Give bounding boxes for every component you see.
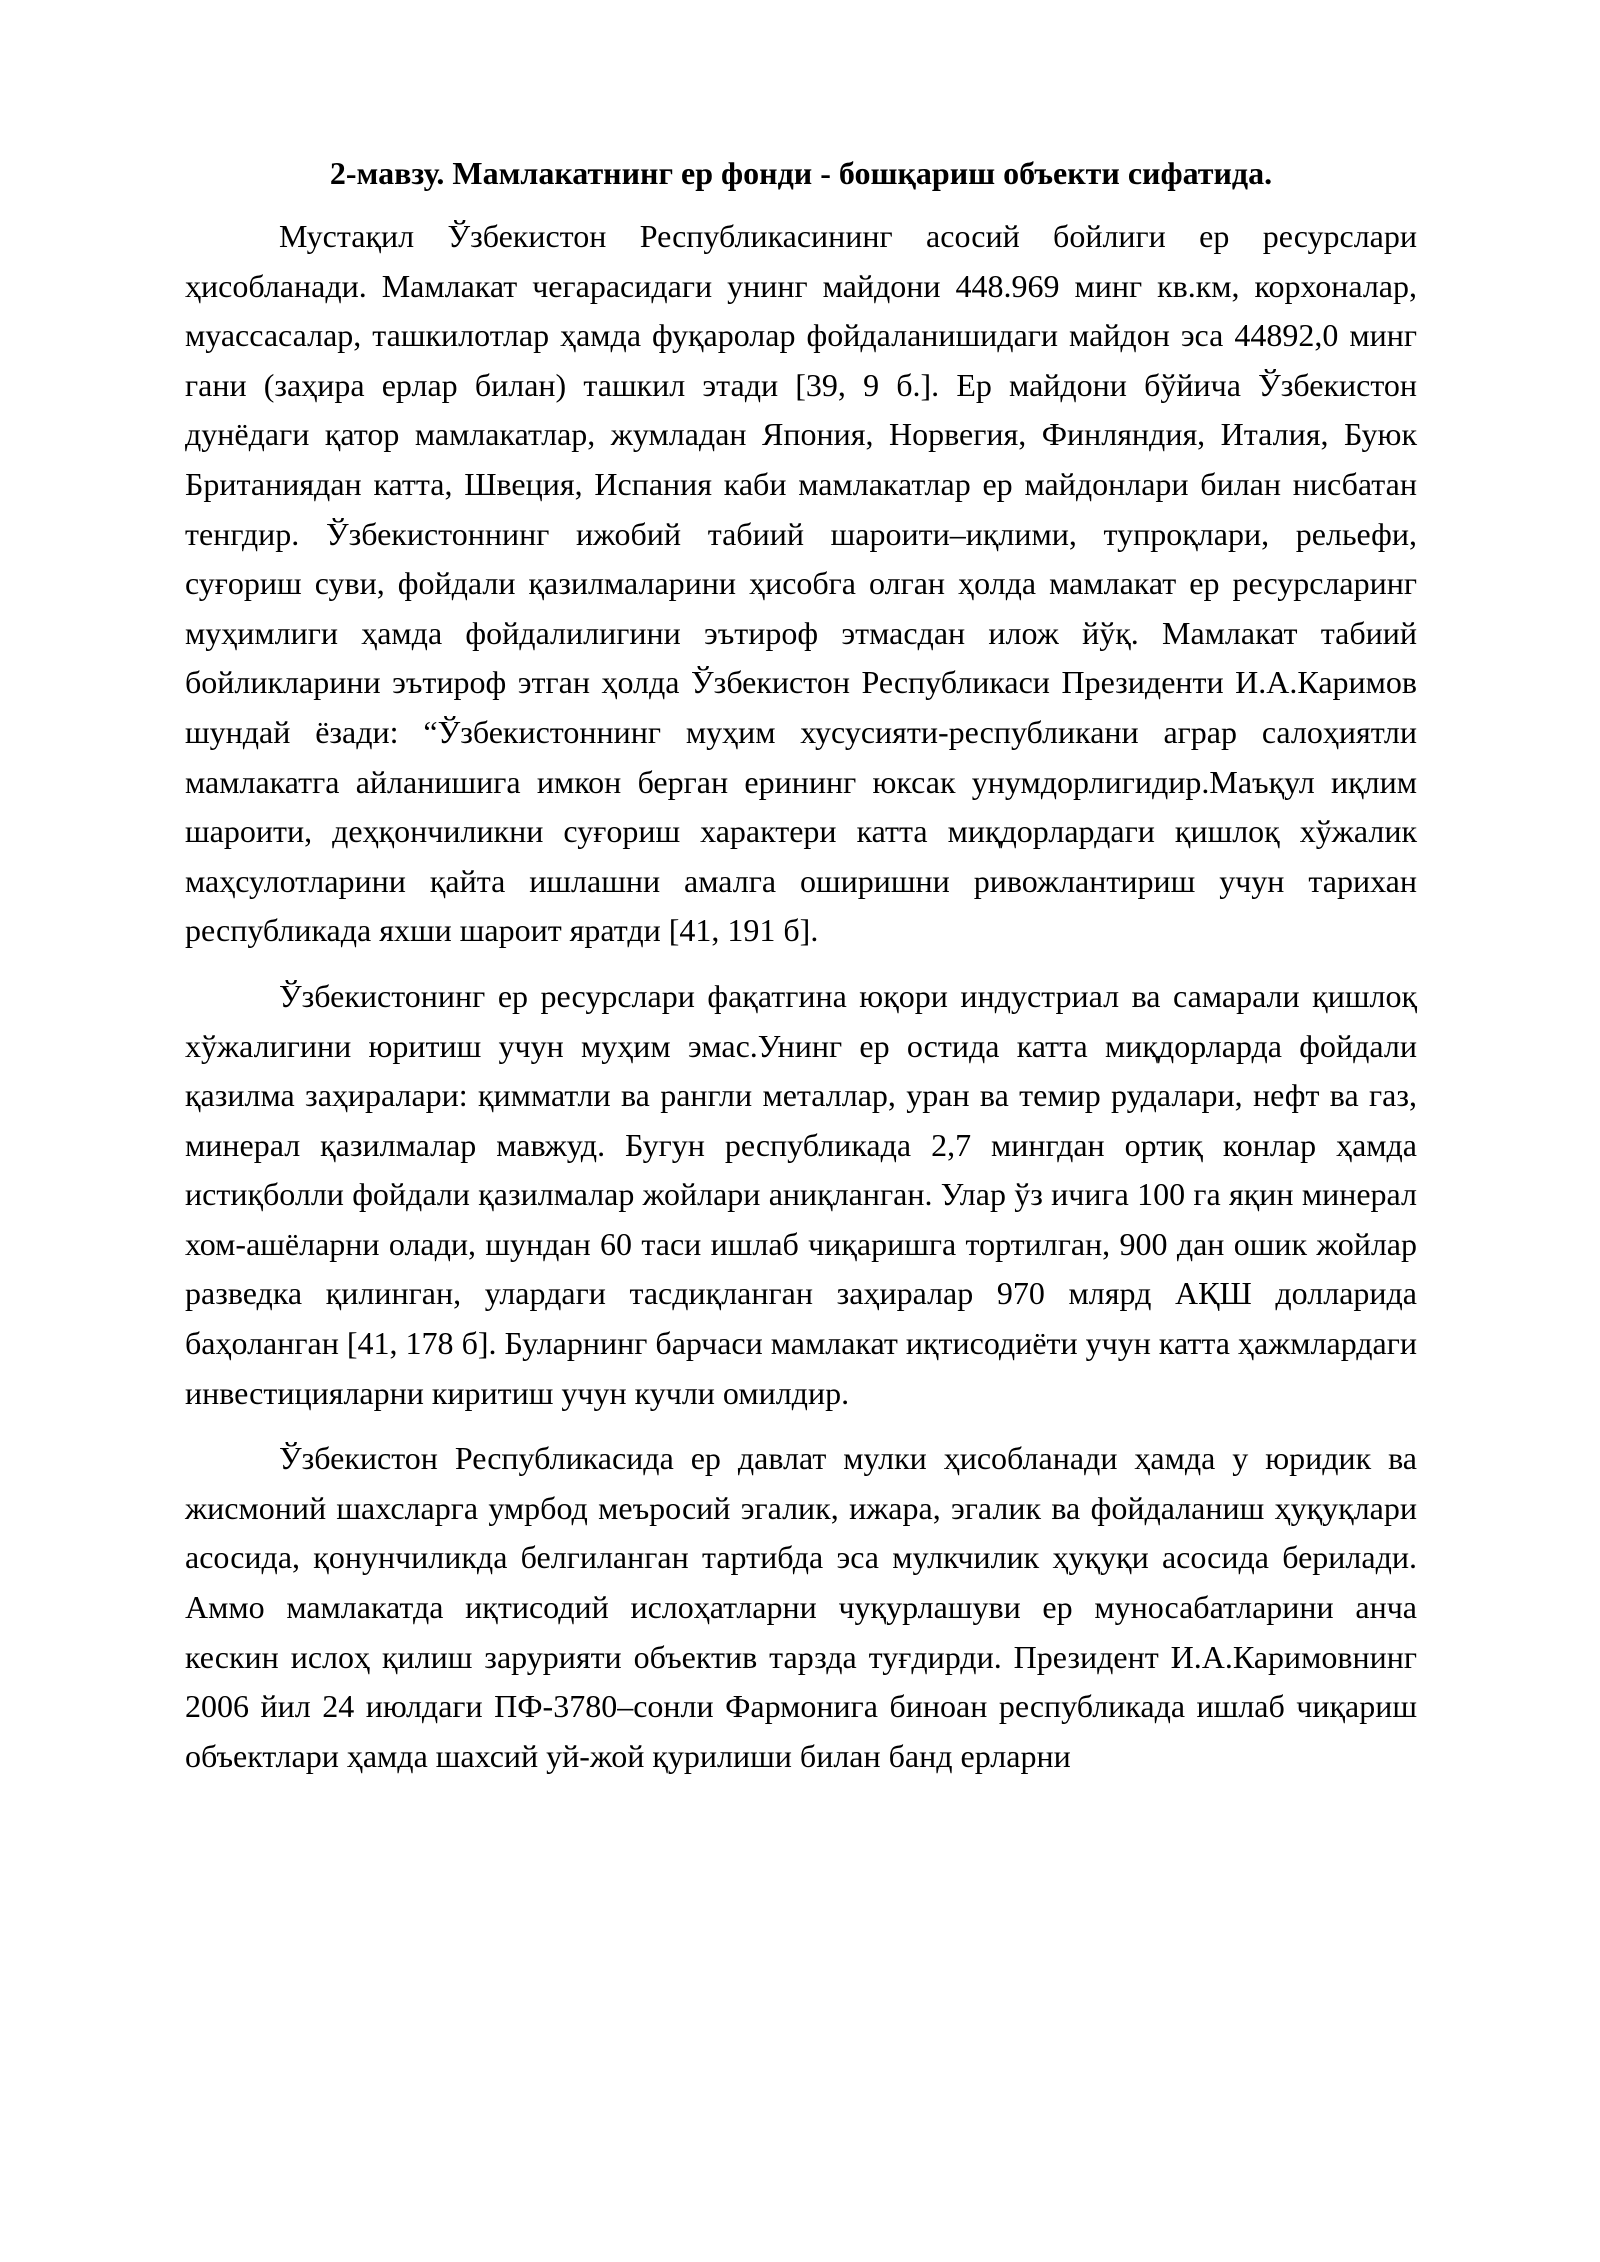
page-title: 2-мавзу. Мамлакатнинг ер фонди - бошқариш объекти сифатида. — [329, 155, 1273, 191]
paragraph-3: Ўзбекистон Республикасида ер давлат мулки ҳисобланади ҳамда у юридик ва жисмоний шахсларга умрбод меъросий эгалик, ижара, эгалик ва фойдаланиш ҳуқуқлари асосида, қонунчиликда белгиланган тартибда эса мулкчилик ҳуқуқи асосида берилади. Аммо мамлакатда иқтисодий ислоҳатларни чуқурлашуви ер муносабатларини анча кескин ислоҳ қилиш зарурияти объектив тарзда туғдирди. Президент И.А.Каримовнинг 2006 йил 24 июлдаги ПФ-3780–сонли Фармонига биноан республикада ишлаб чиқариш объектлари ҳамда шахсий уй-жой қурилиши билан банд ерларни — [185, 1440, 1417, 1774]
paragraph-1: Мустақил Ўзбекистон Республикасининг асосий бойлиги ер ресурслари ҳисобланади. Мамлакат чегарасидаги унинг майдони 448.969 минг кв.км, корхоналар, муассасалар, ташкилотлар ҳамда фуқаролар фойдаланишидаги майдон эса 44892,0 минг гани (заҳира ерлар билан) ташкил этади [39, 9 б.]. Ер майдони бўйича Ўзбекистон дунёдаги қатор мамлакатлар, жумладан Япония, Норвегия, Финляндия, Италия, Буюк Британиядан катта, Швеция, Испания каби мамлакатлар ер майдонлари билан нисбатан тенгдир. Ўзбекистоннинг ижобий табиий шароити–иқлими, тупроқлари, рельефи, суғориш суви, фойдали қазилмаларини ҳисобга олган ҳолда мамлакат ер ресурсларинг муҳимлиги ҳамда фойдалилигини эътироф этмасдан илож йўқ. Мамлакат табиий бойликларини эътироф этган ҳолда Ўзбекистон Республикаси Президенти И.А.Каримов шундай ёзади: “Ўзбекистоннинг муҳим хусусияти-республикани аграр салоҳиятли мамлакатга айланишига имкон берган ерининг юксак унумдорлигидир.Маъқул иқлим шароити, деҳқончиликни суғориш характери катта миқдорлардаги қишлоқ хўжалик маҳсулотларини қайта ишлашни амалга оширишни ривожлантириш учун тарихан республикада яхши шароит яратди [41, 191 б]. — [185, 218, 1417, 949]
document-body — [185, 148, 1417, 1797]
paragraph-2: Ўзбекистонинг ер ресурслари фақатгина юқори индустриал ва самарали қишлоқ хўжалигини юритиш учун муҳим эмас.Унинг ер остида катта миқдорларда фойдали қазилма заҳиралари: қимматли ва рангли металлар, уран ва темир рудалари, нефт ва газ, минерал қазилмалар мавжуд. Бугун республикада 2,7 мингдан ортиқ конлар ҳамда истиқболли фойдали қазилмалар жойлари аниқланган. Улар ўз ичига 100 га яқин минерал хом-ашёларни олади, шундан 60 таси ишлаб чиқаришга тортилган, 900 дан ошик жойлар разведка қилинган, улардаги тасдиқланган заҳиралар 970 млярд АҚШ долларида баҳоланган [41, 178 б]. Буларнинг барчаси мамлакат иқтисодиёти учун катта ҳажмлардаги инвестицияларни киритиш учун кучли омилдир. — [185, 977, 1417, 1411]
